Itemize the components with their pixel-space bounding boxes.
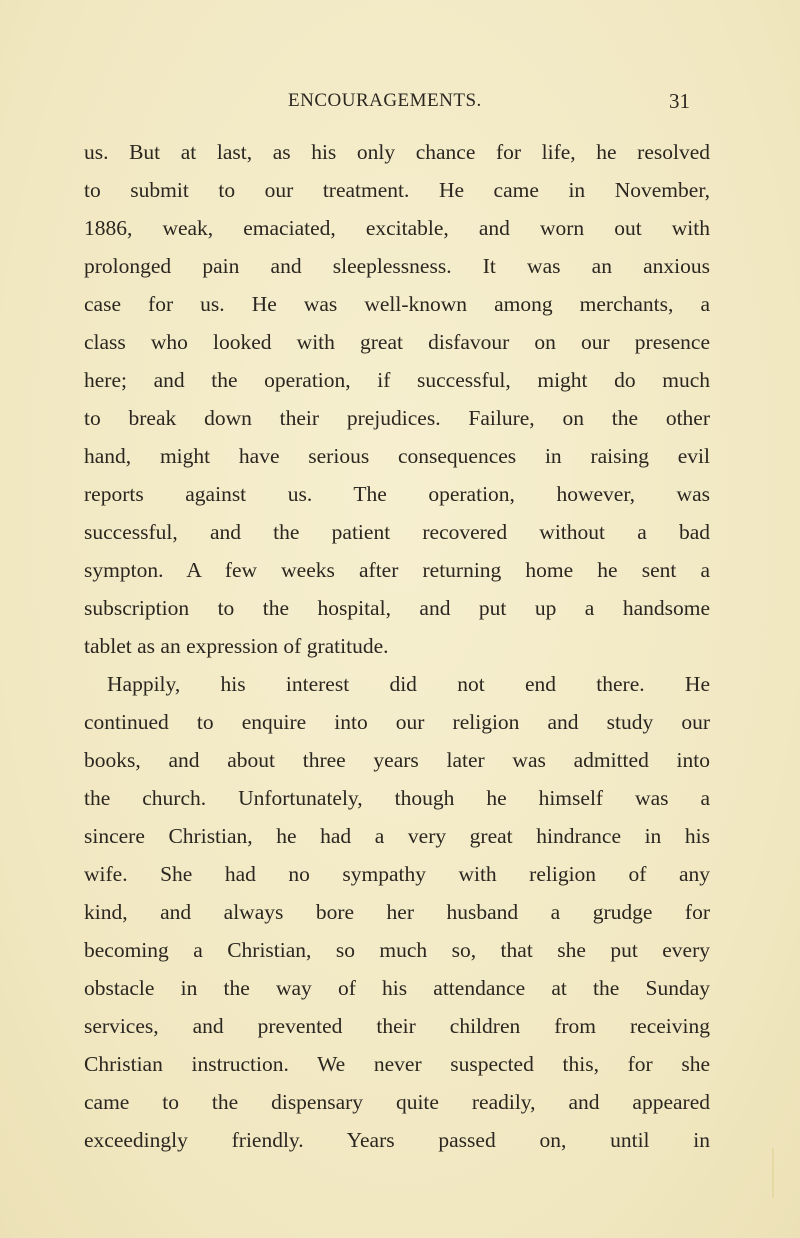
page-header bbox=[0, 86, 800, 116]
text-line: prolonged pain and sleeplessness. It was an anxious bbox=[84, 254, 710, 278]
text-line: came to the dispensary quite readily, and appeared bbox=[84, 1090, 710, 1114]
text-line: hand, might have serious consequences in raising evil bbox=[84, 444, 710, 468]
text-line: successful, and the patient recovered without a bad bbox=[84, 520, 710, 544]
paragraph-1 bbox=[84, 133, 710, 665]
text-line: tablet as an expression of gratitude. bbox=[84, 634, 389, 658]
text-line: here; and the operation, if successful, might do much bbox=[84, 368, 710, 392]
body-text bbox=[84, 133, 710, 1159]
text-line: to break down their prejudices. Failure, on the other bbox=[84, 406, 710, 430]
text-line: Christian instruction. We never suspected this, for she bbox=[84, 1052, 710, 1076]
paragraph-2 bbox=[84, 665, 710, 1159]
text-line: to submit to our treatment. He came in November, bbox=[84, 178, 710, 202]
text-line: subscription to the hospital, and put up a handsome bbox=[84, 596, 710, 620]
page-edge-mark bbox=[772, 1148, 774, 1198]
page-number: 31 bbox=[669, 89, 690, 113]
running-title: ENCOURAGEMENTS. bbox=[288, 90, 482, 111]
text-line: becoming a Christian, so much so, that she put every bbox=[84, 938, 710, 962]
text-line: Happily, his interest did not end there. He bbox=[107, 672, 710, 696]
text-line: case for us. He was well-known among merchants, a bbox=[84, 292, 710, 316]
text-line: the church. Unfortunately, though he himself was a bbox=[84, 786, 710, 810]
text-line: services, and prevented their children from receiving bbox=[84, 1014, 710, 1038]
text-line: sincere Christian, he had a very great hindrance in his bbox=[84, 824, 710, 848]
text-line: wife. She had no sympathy with religion of any bbox=[84, 862, 710, 886]
text-line: exceedingly friendly. Years passed on, until in bbox=[84, 1128, 710, 1152]
text-line: reports against us. The operation, however, was bbox=[84, 482, 710, 506]
text-line: books, and about three years later was admitted into bbox=[84, 748, 710, 772]
text-line: us. But at last, as his only chance for life, he resolved bbox=[84, 140, 710, 164]
text-line: 1886, weak, emaciated, excitable, and worn out with bbox=[84, 216, 710, 240]
text-line: sympton. A few weeks after returning home he sent a bbox=[84, 558, 710, 582]
text-line: continued to enquire into our religion and study our bbox=[84, 710, 710, 734]
text-line: class who looked with great disfavour on our presence bbox=[84, 330, 710, 354]
text-line: kind, and always bore her husband a grudge for bbox=[84, 900, 710, 924]
text-line: obstacle in the way of his attendance at the Sunday bbox=[84, 976, 710, 1000]
